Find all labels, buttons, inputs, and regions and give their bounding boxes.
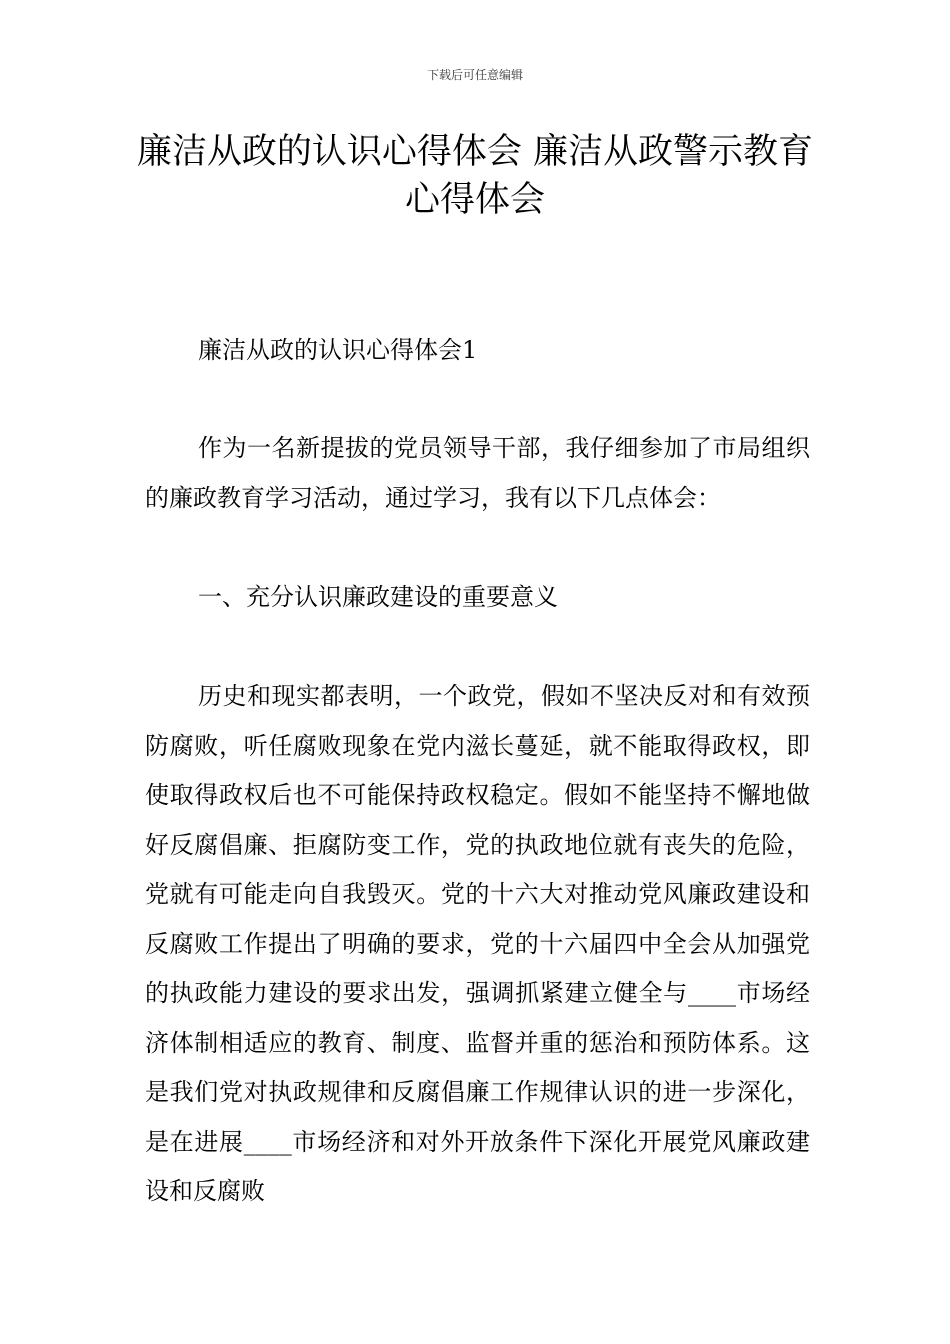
header-note: 下载后可任意编辑: [426, 68, 523, 82]
section-heading: 一、充分认识廉政建设的重要意义: [198, 583, 558, 611]
document-title: 廉洁从政的认识心得体会 廉洁从政警示教育心得体会: [136, 132, 814, 220]
article-subtitle: 廉洁从政的认识心得体会1: [198, 336, 478, 364]
section-paragraph: 历史和现实都表明，一个政党，假如不坚决反对和有效预防腐败，听任腐败现象在党内滋长蔓延，就不能取得政权，即使取得政权后也不可能保持政权稳定。假如不能坚持不懈地做好反腐倡廉、拒腐防变工作，党的执政地位就有丧失的危险，党就有可能走向自我毁灭。党的十六大对推动党风廉政建设和反腐败工作提出了明确的要求，党的十六届四中全会从加强党的执政能力建设的要求出发，强调抓紧建立健全与____市场经济体制相适应的教育、制度、监督并重的惩治和预防体系。这是我们党对执政规律和反腐倡廉工作规律认识的进一步深化，是在进展____市场经济和对外开放条件下深化开展党风廉政建设和反腐败: [145, 682, 810, 1205]
intro-paragraph: 作为一名新提拔的党员领导干部，我仔细参加了市局组织的廉政教育学习活动，通过学习，我有以下几点体会：: [145, 434, 810, 512]
